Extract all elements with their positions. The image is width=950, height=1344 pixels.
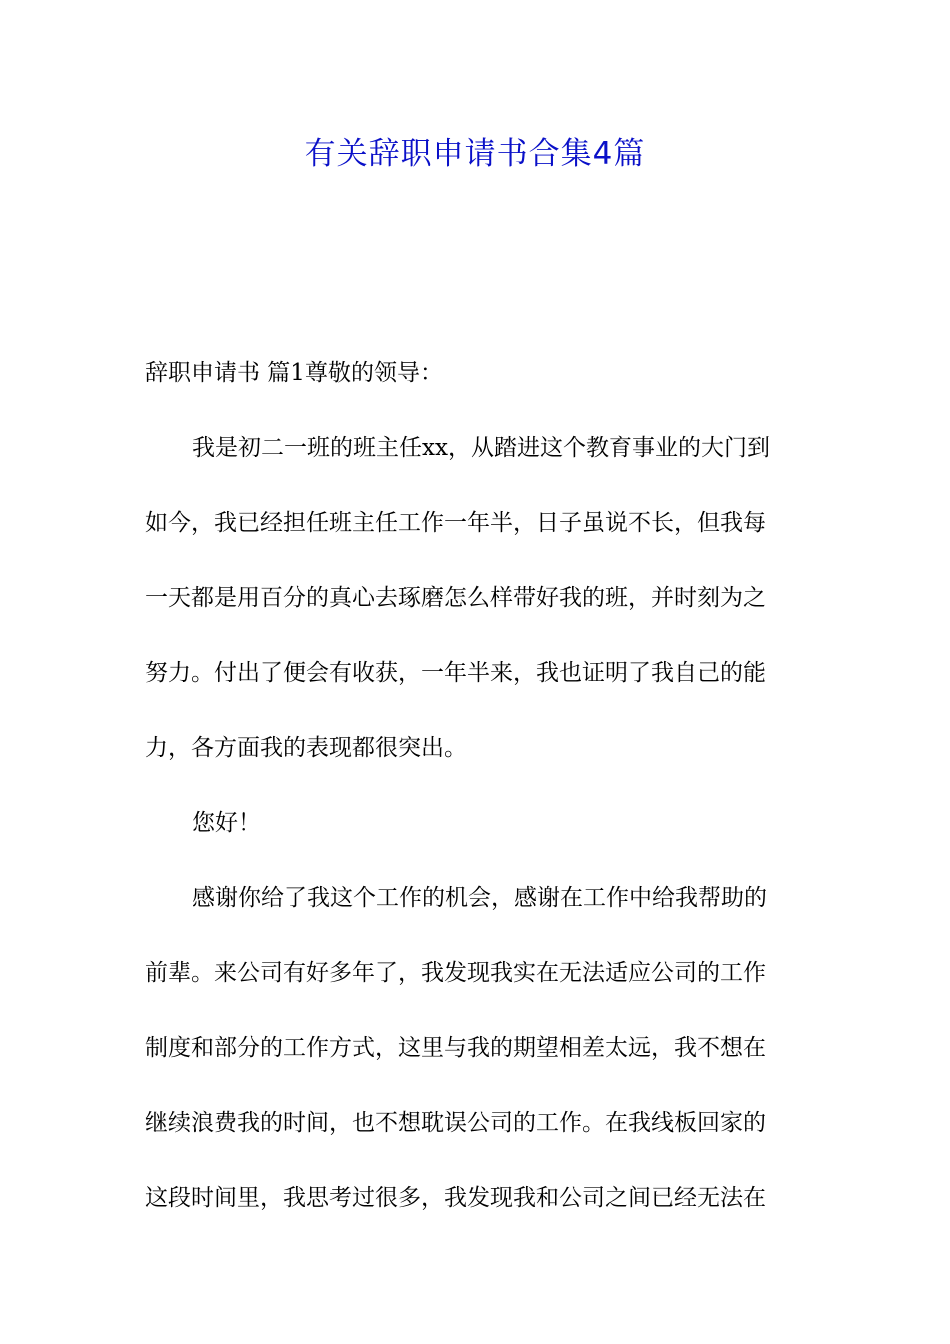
paragraph-line: 努力。付出了便会有收获，一年半来，我也证明了我自己的能 xyxy=(145,660,766,686)
paragraph-line: 力，各方面我的表现都很突出。 xyxy=(145,735,467,761)
document-title: 有关辞职申请书合集4篇 xyxy=(304,136,646,172)
paragraph-line: 制度和部分的工作方式，这里与我的期望相差太远，我不想在 xyxy=(145,1035,766,1061)
paragraph-line: 感谢你给了我这个工作的机会，感谢在工作中给我帮助的 xyxy=(192,885,767,911)
paragraph-line: 继续浪费我的时间，也不想耽误公司的工作。在我线板回家的 xyxy=(145,1110,766,1136)
document-body xyxy=(145,336,809,1236)
paragraph-line: 前辈。来公司有好多年了，我发现我实在无法适应公司的工作 xyxy=(145,960,766,986)
paragraph-line: 我是初二一班的班主任xx，从踏进这个教育事业的大门到 xyxy=(192,435,770,461)
text-line-heading: 辞职申请书 篇1尊敬的领导： xyxy=(145,360,443,386)
paragraph-line: 这段时间里，我思考过很多，我发现我和公司之间已经无法在 xyxy=(145,1185,766,1211)
paragraph-line: 一天都是用百分的真心去琢磨怎么样带好我的班，并时刻为之 xyxy=(145,585,766,611)
paragraph-line: 如今，我已经担任班主任工作一年半，日子虽说不长，但我每 xyxy=(145,510,766,536)
greeting-line: 您好！ xyxy=(192,810,261,836)
